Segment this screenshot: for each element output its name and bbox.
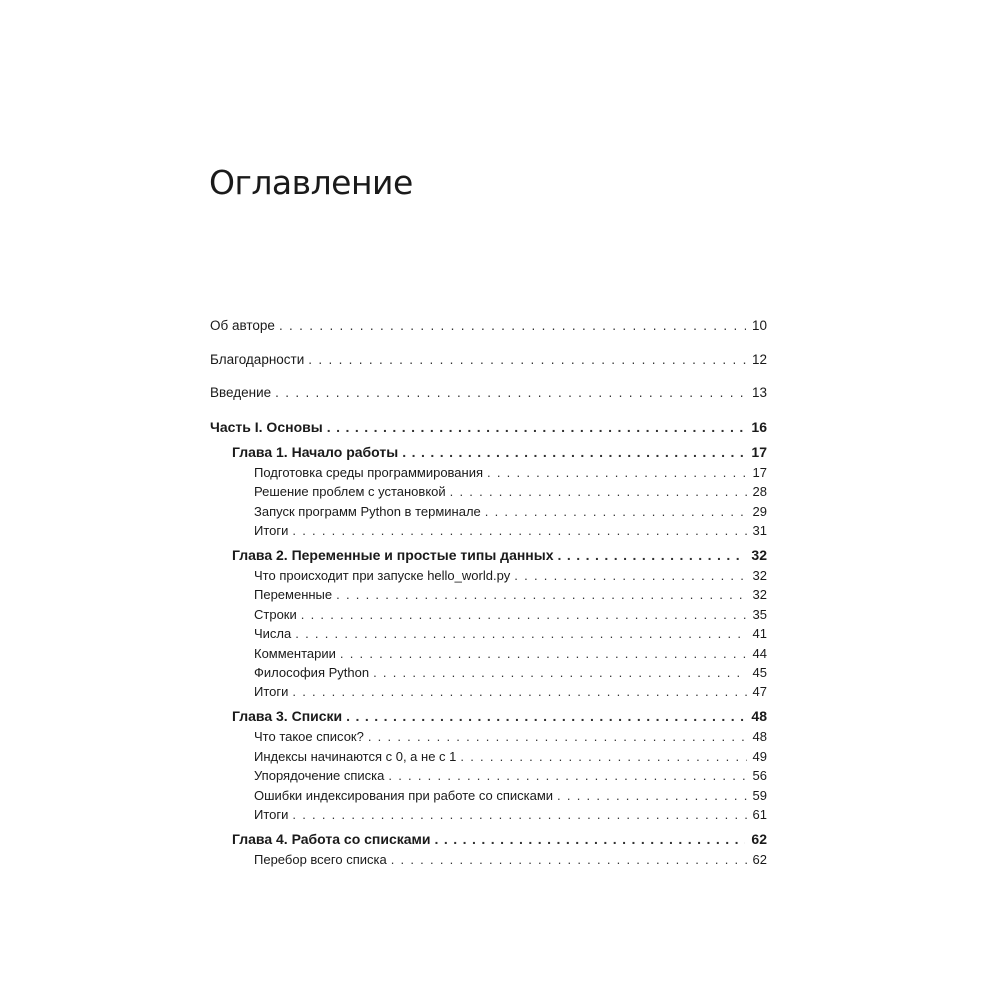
toc-section-page: 49 xyxy=(752,749,767,764)
dot-leader xyxy=(327,418,746,436)
toc-entry-page: 10 xyxy=(751,318,767,333)
toc-chapter-page: 62 xyxy=(751,831,767,847)
toc-section[interactable] xyxy=(254,851,767,869)
toc-part-page: 16 xyxy=(751,419,767,435)
toc-section-page: 17 xyxy=(752,465,767,480)
toc-section-page: 35 xyxy=(752,607,767,622)
toc-section-page: 44 xyxy=(752,646,767,661)
dot-leader xyxy=(295,625,746,643)
toc-section-label: Что такое список? xyxy=(254,729,364,744)
dot-leader xyxy=(336,586,746,604)
toc-section[interactable] xyxy=(254,567,767,585)
toc-section-page: 41 xyxy=(752,626,767,641)
toc-entry[interactable] xyxy=(210,351,767,369)
toc-section-page: 45 xyxy=(752,665,767,680)
toc-section[interactable] xyxy=(254,748,767,766)
dot-leader xyxy=(279,317,746,335)
dot-leader xyxy=(292,522,746,540)
toc-section[interactable] xyxy=(254,767,767,785)
dot-leader xyxy=(402,443,745,461)
toc-chapter-page: 48 xyxy=(751,708,767,724)
toc-section-label: Ошибки индексирования при работе со списками xyxy=(254,788,554,803)
toc-section-page: 32 xyxy=(752,587,767,602)
toc-section[interactable] xyxy=(254,806,767,824)
toc-section[interactable] xyxy=(254,464,767,482)
dot-leader xyxy=(301,606,747,624)
toc-chapter[interactable] xyxy=(232,443,767,461)
toc-section-page: 48 xyxy=(752,729,767,744)
toc-section[interactable] xyxy=(254,728,767,746)
toc-section-label: Перебор всего списка xyxy=(254,852,387,867)
dot-leader xyxy=(460,748,746,766)
toc-chapter-label: Глава 4. Работа со списками xyxy=(232,831,431,847)
toc-section-page: 32 xyxy=(752,568,767,583)
dot-leader xyxy=(391,851,747,869)
dot-leader xyxy=(557,787,746,805)
toc-section-label: Упорядочение списка xyxy=(254,768,385,783)
toc-chapter[interactable] xyxy=(232,707,767,725)
toc-section-page: 47 xyxy=(752,684,767,699)
toc-chapter-page: 17 xyxy=(751,444,767,460)
toc-section-label: Индексы начинаются с 0, а не с 1 xyxy=(254,749,457,764)
dot-leader xyxy=(292,683,746,701)
toc-section-label: Что происходит при запуске hello_world.py xyxy=(254,568,511,583)
toc-section-label: Итоги xyxy=(254,523,289,538)
toc-section[interactable] xyxy=(254,625,767,643)
toc-entry-label: Благодарности xyxy=(210,352,305,367)
toc-section-label: Комментарии xyxy=(254,646,336,661)
toc-part[interactable] xyxy=(210,418,767,436)
dot-leader xyxy=(514,567,746,585)
toc-part-label: Часть I. Основы xyxy=(210,419,323,435)
toc-section-page: 59 xyxy=(752,788,767,803)
dot-leader xyxy=(450,483,747,501)
toc-section-label: Итоги xyxy=(254,684,289,699)
dot-leader xyxy=(373,664,746,682)
page-title: Оглавление xyxy=(209,163,413,202)
toc-section-page: 28 xyxy=(752,484,767,499)
toc-chapter[interactable] xyxy=(232,546,767,564)
toc-section-page: 56 xyxy=(752,768,767,783)
dot-leader xyxy=(435,830,746,848)
toc-section[interactable] xyxy=(254,483,767,501)
dot-leader xyxy=(558,546,746,564)
toc-entry[interactable] xyxy=(210,317,767,335)
toc-chapter-label: Глава 2. Переменные и простые типы данных xyxy=(232,547,554,563)
toc-section-label: Строки xyxy=(254,607,297,622)
toc-section[interactable] xyxy=(254,522,767,540)
toc-section-label: Решение проблем с установкой xyxy=(254,484,446,499)
toc-entry-label: Введение xyxy=(210,385,272,400)
toc-chapter-page: 32 xyxy=(751,547,767,563)
toc-section-label: Переменные xyxy=(254,587,333,602)
toc-section-label: Запуск программ Python в терминале xyxy=(254,504,481,519)
toc-chapter-label: Глава 3. Списки xyxy=(232,708,343,724)
toc-section-label: Философия Python xyxy=(254,665,370,680)
toc-section[interactable] xyxy=(254,503,767,521)
toc-section-page: 62 xyxy=(752,852,767,867)
toc-entry-label: Об авторе xyxy=(210,318,275,333)
toc-section[interactable] xyxy=(254,683,767,701)
toc-section[interactable] xyxy=(254,787,767,805)
toc-section-page: 61 xyxy=(752,807,767,822)
toc-section[interactable] xyxy=(254,606,767,624)
toc-section[interactable] xyxy=(254,586,767,604)
toc-entry-page: 12 xyxy=(751,352,767,367)
toc-section[interactable] xyxy=(254,645,767,663)
toc-section-page: 31 xyxy=(752,523,767,538)
dot-leader xyxy=(346,707,745,725)
toc-chapter-label: Глава 1. Начало работы xyxy=(232,444,399,460)
toc-section-label: Числа xyxy=(254,626,292,641)
toc-section-page: 29 xyxy=(752,504,767,519)
toc-section-label: Итоги xyxy=(254,807,289,822)
dot-leader xyxy=(275,384,746,402)
dot-leader xyxy=(308,351,746,369)
dot-leader xyxy=(368,728,747,746)
dot-leader xyxy=(340,645,747,663)
toc-chapter[interactable] xyxy=(232,830,767,848)
dot-leader xyxy=(485,503,747,521)
toc-section[interactable] xyxy=(254,664,767,682)
dot-leader xyxy=(292,806,746,824)
toc-entry-page: 13 xyxy=(751,385,767,400)
toc-entry[interactable] xyxy=(210,384,767,402)
toc-section-label: Подготовка среды программирования xyxy=(254,465,484,480)
dot-leader xyxy=(487,464,747,482)
dot-leader xyxy=(388,767,746,785)
